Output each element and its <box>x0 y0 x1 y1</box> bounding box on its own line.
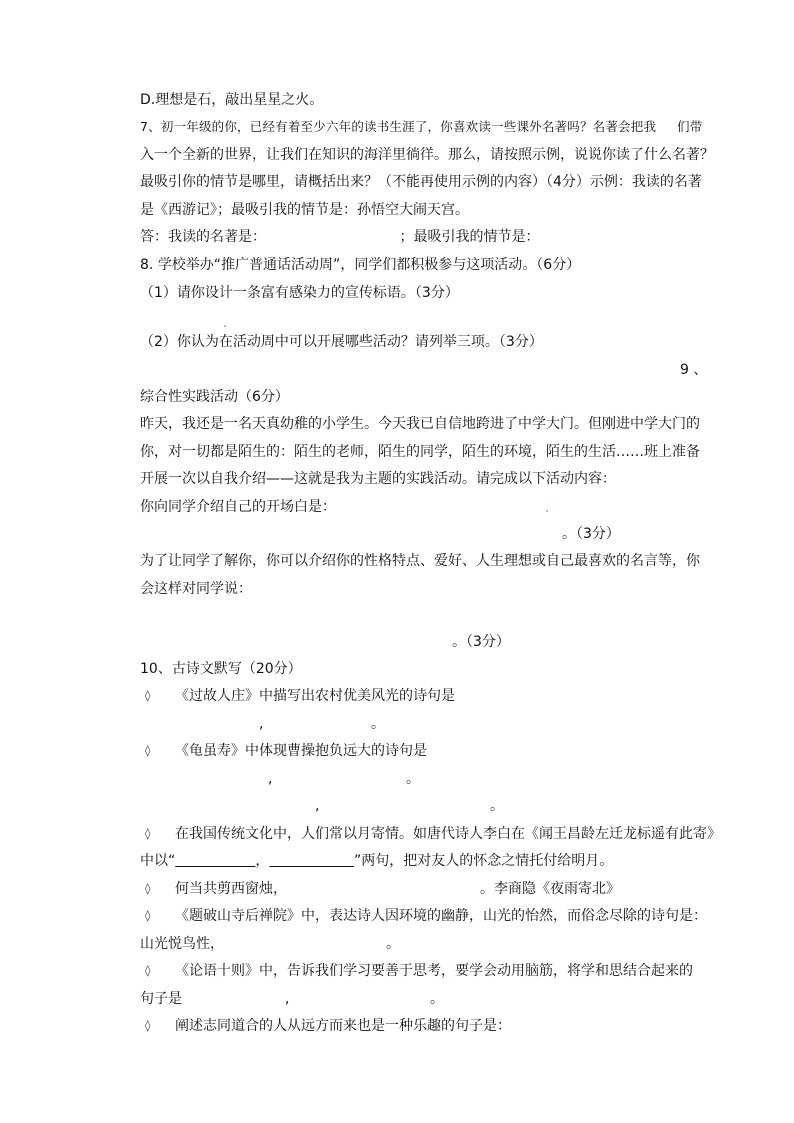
q9-title: 综合性实践活动（6分） <box>140 389 289 405</box>
q8-title: 8. 学校举办“推广普通话活动周”，同学们都积极参与这项活动。（6分） <box>140 257 581 273</box>
q9-text-2: 你，对一切都是陌生的：陌生的老师，陌生的同学，陌生的环境，陌生的生活……班上准备 <box>140 444 700 460</box>
blank-end: 。 <box>490 798 504 814</box>
blank-separator: , <box>268 771 273 787</box>
q9-intro-score: 。（3分） <box>562 526 620 542</box>
bullet-icon: ◊ <box>145 909 151 922</box>
bullet-icon: ◊ <box>145 964 151 977</box>
blank-end: 。 <box>386 936 400 952</box>
q9-intro-prompt: 你向同学介绍自己的开场白是： <box>140 499 336 515</box>
q10-title: 10、古诗文默写（20分） <box>140 661 302 677</box>
q7-line-2: 入一个全新的世界，让我们在知识的海洋里徜徉。那么，请按照示例，说说你读了什么名著？ <box>140 147 714 163</box>
q9-text-1: 昨天，我还是一名天真幼稚的小学生。今天我已自信地跨进了中学大门。但刚进中学大门的 <box>140 416 700 432</box>
q7-line-4: 是《西游记》；最吸引我的情节是：孙悟空大闹天宫。 <box>140 202 469 218</box>
poem-item-3-cont <box>140 852 613 870</box>
poem-item-1: 《过故人庄》中描写出农村优美风光的诗句是 <box>175 688 455 704</box>
bullet-icon: ◊ <box>145 882 151 895</box>
poem-item-3: 在我国传统文化中，人们常以月寄情。如唐代诗人李白在《闻王昌龄左迁龙标遥有此寄》 <box>175 826 721 842</box>
q9-text-4: 为了让同学了解你，你可以介绍你的性格特点、爱好、人生理想或自己最喜欢的名言等，你 <box>140 553 700 569</box>
q8-part-2: （2）你认为在活动周中可以开展哪些活动？请列举三项。（3分） <box>140 334 543 350</box>
blank-end: 。 <box>371 716 385 732</box>
poem-item-6: 《论语十则》中，告诉我们学习要善于思考，要学会动用脑筋，将学和思结合起来的 <box>175 963 693 979</box>
q8-part-1: （1）请你设计一条富有感染力的宣传标语。（3分） <box>140 285 459 301</box>
q9-text-3: 开展一次以自我介绍——这就是我为主题的实践活动。请完成以下活动内容： <box>140 471 616 487</box>
q7-line-3: 最吸引你的情节是哪里，请概括出来？（不能再使用示例的内容）（4分）示例：我读的名著 <box>140 174 702 190</box>
bullet-icon: ◊ <box>145 827 151 840</box>
quote-open: 中以“ <box>140 853 176 869</box>
poem-item-4: 何当共剪西窗烛， <box>175 881 287 897</box>
poem-item-6-cont: 句子是 <box>140 991 182 1007</box>
bullet-icon: ◊ <box>145 689 151 702</box>
blank-separator: , <box>315 798 320 814</box>
quote-close: ”两句，把对友人的怀念之情托付给明月。 <box>353 853 614 869</box>
bullet-icon: ◊ <box>145 1019 151 1032</box>
stray-mark <box>546 510 548 512</box>
blank-end: 。 <box>430 991 444 1007</box>
answer-blank <box>269 853 354 869</box>
poem-item-2: 《龟虽寿》中体现曹操抱负远大的诗句是 <box>175 743 427 759</box>
q7-answer-line: 答：我读的名著是： ；最吸引我的情节是： <box>140 229 540 245</box>
poem-item-5: 《题破山寺后禅院》中，表达诗人因环境的幽静，山光的怡然，而俗念尽除的诗句是： <box>175 908 707 924</box>
blank-separator: , <box>285 991 290 1007</box>
q9-talk-score: 。（3分） <box>452 634 510 650</box>
bullet-icon: ◊ <box>145 744 151 757</box>
poem-item-5-cont: 山光悦鸟性， <box>140 936 224 952</box>
q7-line-1: 7、初一年级的你，已经有着至少六年的读书生涯了，你喜欢读一些课外名著吗？名著会把我 们带 <box>140 119 703 134</box>
answer-blank <box>175 853 255 869</box>
option-d: D.理想是石，敲出星星之火。 <box>140 92 324 108</box>
poem-item-7: 阐述志同道合的人从远方而来也是一种乐趣的句子是： <box>175 1018 511 1034</box>
stray-mark <box>224 325 226 327</box>
blank-separator: ， <box>255 853 270 869</box>
poem-item-4-source: 。李商隐《夜雨寄北》 <box>480 881 620 897</box>
blank-end: 。 <box>406 771 420 787</box>
q9-text-5: 会这样对同学说： <box>140 581 252 597</box>
blank-separator: , <box>259 716 264 732</box>
q9-number: 9 、 <box>680 362 708 378</box>
